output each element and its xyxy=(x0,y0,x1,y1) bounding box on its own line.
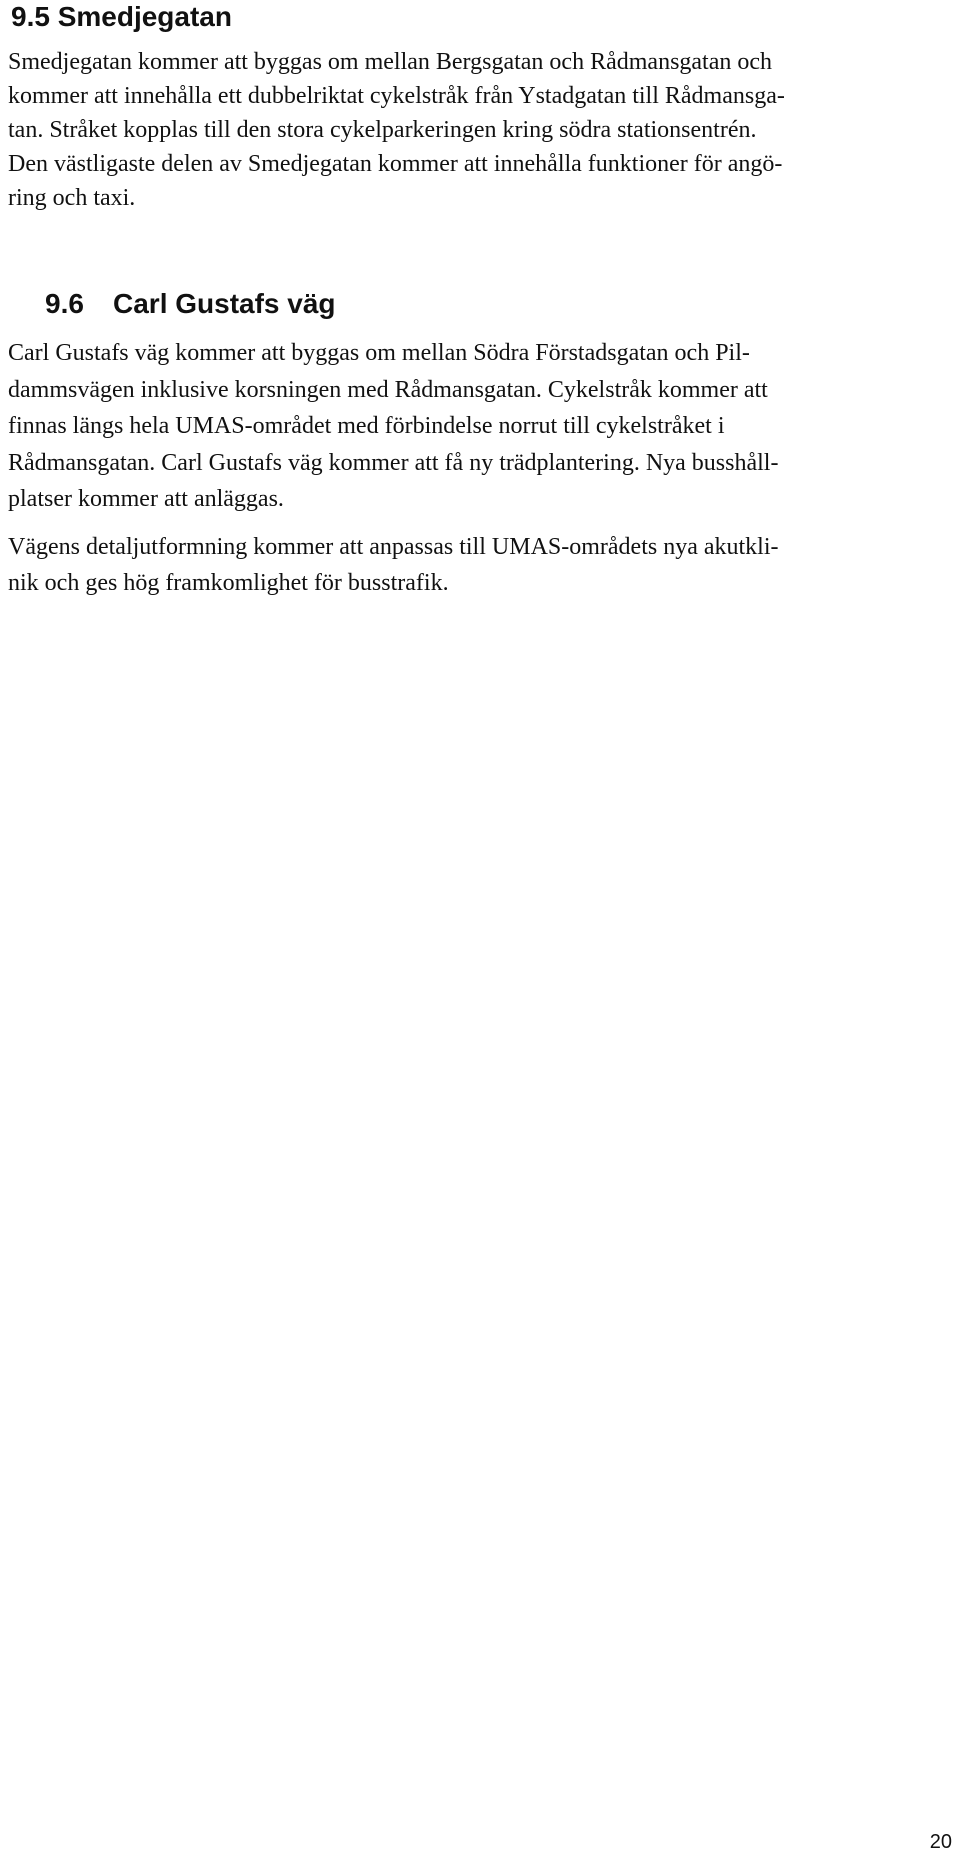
text-line: Smedjegatan kommer att byggas om mellan Bergsgatan och Rådmansgatan och xyxy=(8,49,773,75)
text-line: Rådmansgatan. Carl Gustafs väg kommer att få ny trädplantering. Nya busshåll- xyxy=(8,449,779,476)
text-line: platser kommer att anläggas. xyxy=(8,486,284,512)
text-line: kommer att innehålla ett dubbelriktat cykelstråk från Ystadgatan till Rådmansga- xyxy=(8,83,785,109)
text-line: tan. Stråket kopplas till den stora cykelparkeringen kring södra stationsentrén. xyxy=(8,117,757,143)
section-heading-carl-gustafs-vag xyxy=(45,287,336,321)
text-line: nik och ges hög framkomlighet för busstrafik. xyxy=(8,570,449,596)
section-number: 9.6 xyxy=(45,288,84,319)
text-line: finnas längs hela UMAS-området med förbindelse norrut till cykelstråket i xyxy=(8,413,725,439)
text-line: Den västligaste delen av Smedjegatan kommer att innehålla funktioner för angö- xyxy=(8,151,783,177)
section-heading-smedjegatan: 9.5 Smedjegatan xyxy=(11,1,232,32)
section-title: Carl Gustafs väg xyxy=(113,288,336,319)
paragraph-vagens-detaljutformning xyxy=(8,529,953,601)
paragraph-smedjegatan xyxy=(8,45,953,215)
paragraph-carl-gustafs-vag xyxy=(8,335,953,518)
text-line: ring och taxi. xyxy=(8,185,136,211)
text-line: dammsvägen inklusive korsningen med Rådmansgatan. Cykelstråk kommer att xyxy=(8,376,768,403)
page-number: 20 xyxy=(929,1831,952,1853)
text-line: Carl Gustafs väg kommer att byggas om mellan Södra Förstadsgatan och Pil- xyxy=(8,340,750,366)
text-line: Vägens detaljutformning kommer att anpassas till UMAS-områdets nya akutkli- xyxy=(8,534,779,560)
